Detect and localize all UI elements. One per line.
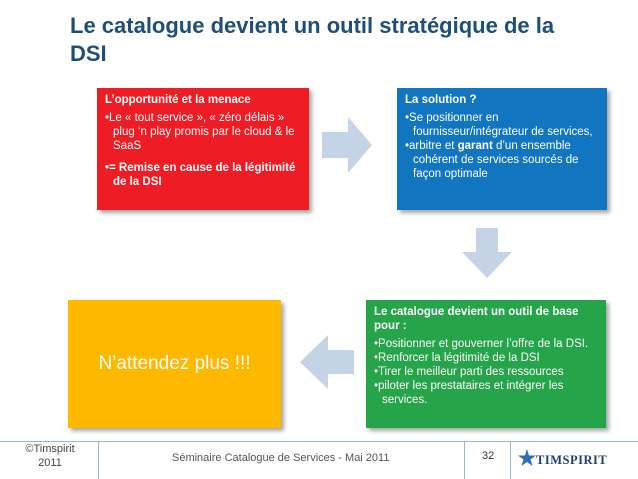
solution-item-arbiter — [405, 139, 599, 181]
footer-divider — [0, 441, 638, 442]
arrow-right-icon — [322, 117, 372, 173]
callout-text: N’attendez plus !!! — [98, 353, 251, 374]
catalogue-box — [366, 300, 606, 428]
callout-box — [68, 300, 281, 428]
solution-item: •Se positionner en fournisseur/intégrateur de services, — [405, 112, 593, 138]
copyright-text: ©Timspirit 2011 — [25, 443, 75, 469]
catalogue-item: •Renforcer la légitimité de la DSI — [374, 352, 540, 364]
catalogue-item: •piloter les prestataires et intégrer les services. — [374, 380, 564, 406]
star-icon — [518, 449, 536, 467]
event-text: Séminaire Catalogue de Services - Mai 2011 — [172, 452, 390, 464]
footer-divider — [510, 441, 511, 479]
arrow-down-icon — [462, 228, 512, 278]
arrow-left-icon — [300, 335, 354, 389]
footer-divider — [98, 441, 99, 479]
opportunity-item: •= Remise en cause de la légitimité de la DSI — [105, 162, 296, 188]
catalogue-item: •Tirer le meilleur parti des ressources — [374, 366, 564, 378]
catalogue-item: •Positionner et gouverner l’offre de la DSI. — [374, 338, 589, 350]
page-number: 32 — [482, 450, 495, 462]
footer-divider — [464, 441, 465, 479]
solution-item-suffix: d’un ensemble cohérent de services sourcés de façon optimale — [413, 140, 579, 180]
solution-item-prefix: •arbitre et — [405, 140, 455, 152]
slide-title: Le catalogue devient un outil stratégique de la DSI — [70, 13, 555, 66]
solution-box — [397, 88, 607, 210]
opportunity-heading: L’opportunité et la menace — [105, 94, 251, 106]
opportunity-box — [97, 88, 309, 210]
solution-item-emphasis: garant — [457, 140, 493, 152]
opportunity-item: •Le « tout service », « zéro délais » plug ‘n play promis par le cloud & le SaaS — [105, 112, 295, 152]
company-logo: TIMSPIRIT — [536, 453, 608, 467]
catalogue-heading: Le catalogue devient un outil de base pour : — [374, 306, 579, 332]
solution-heading: La solution ? — [405, 94, 477, 106]
